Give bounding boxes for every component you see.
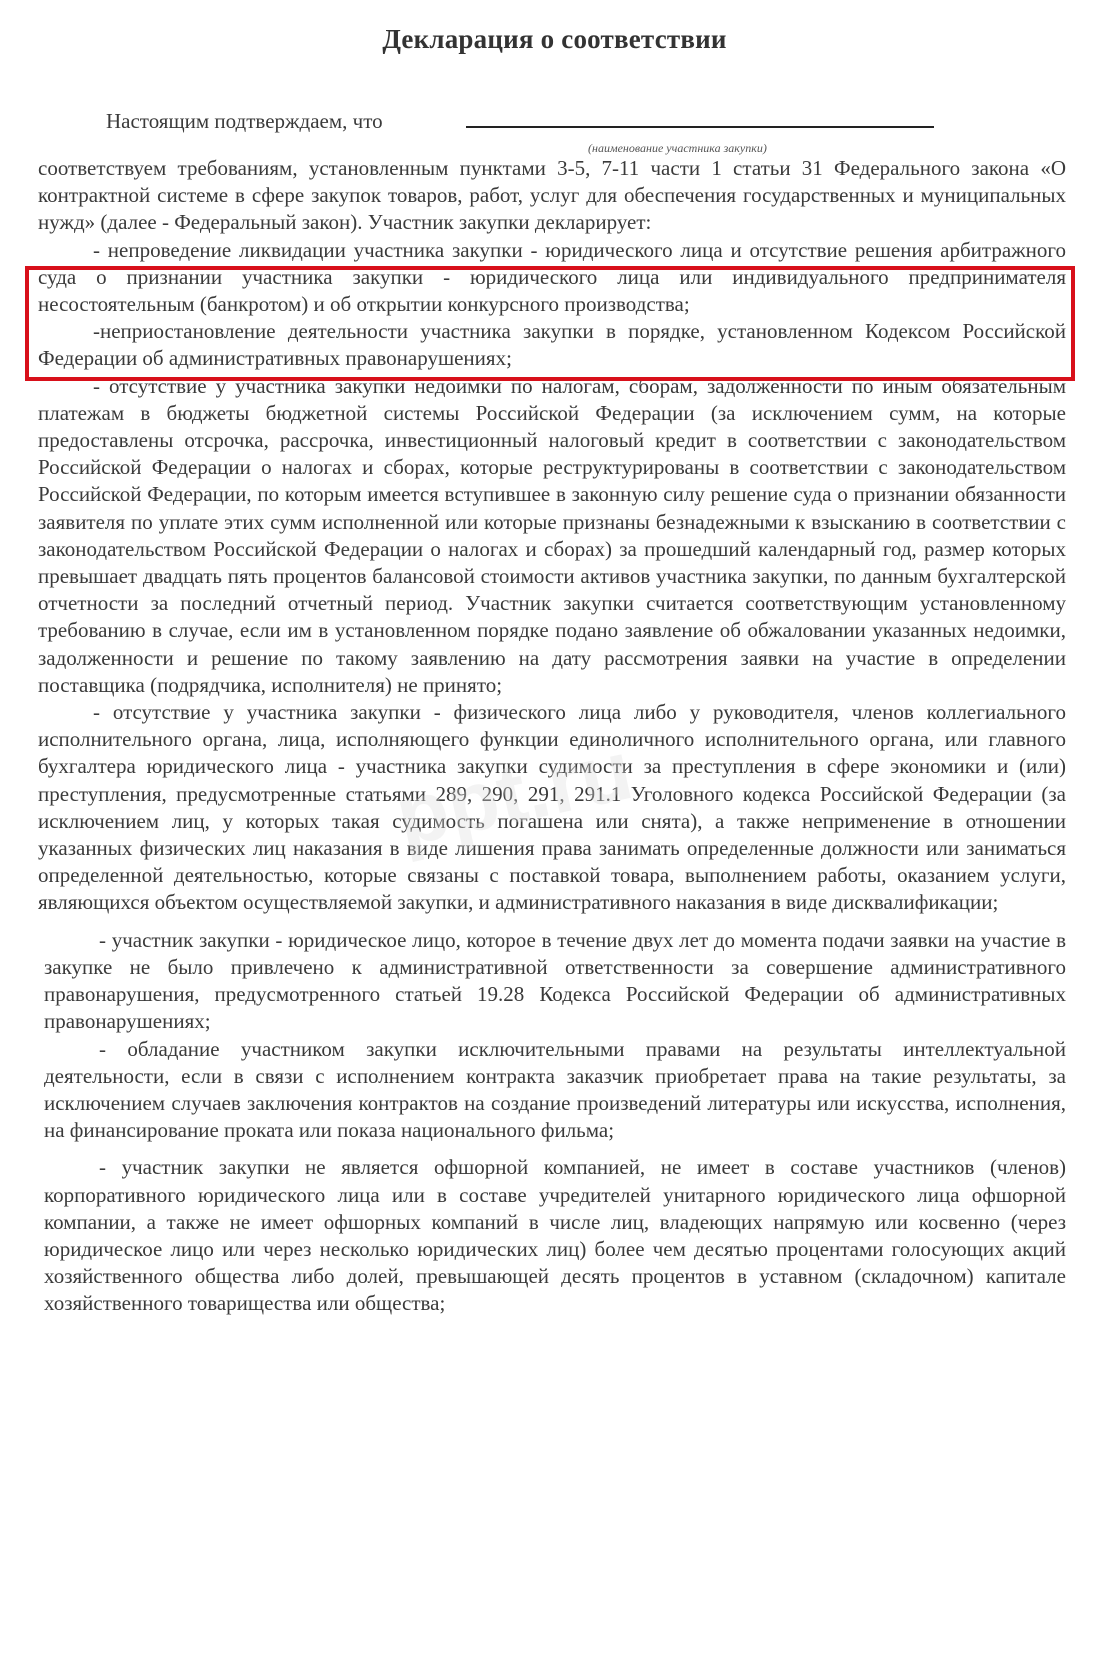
declaration-item-intellectual-property: - обладание участником закупки исключительными правами на результаты интеллектуальной деятельности, если в связи с исполнением контракта заказчик приобретает права на такие результаты, за исключением случаев заключения контрактов на создание произведений литературы или искусства, исполнения, на финансирование проката или показа национального фильма; [44,1036,1066,1143]
declaration-item-suspension: -неприостановление деятельности участника закупки в порядке, установленном Кодексом Российской Федерации об административных правонарушениях; [38,319,1066,371]
watermark: ppt.ru [387,722,641,864]
opening-paragraph: соответствуем требованиям, установленным пунктами 3-5, 7-11 части 1 статьи 31 Федерального закона «О контрактной системе в сфере закупок товаров, работ, услуг для обеспечения государственных и муниципальных нужд» (далее - Федеральный закон). Участник закупки декларирует: [38,156,1066,235]
spacer [38,917,1066,927]
intro-text: Настоящим подтверждаем, что [106,109,383,133]
participant-name-blank-line [466,126,934,128]
declaration-item-offshore: - участник закупки не является офшорной компанией, не имеет в составе участников (членов) корпоративного юридического лица или в составе учредителей унитарного юридического лица офшорной компании, а также не имеет офшорных компаний в числе лиц, владеющих напрямую или косвенно (через юридическое лицо или через несколько юридических лиц) более чем десятью процентами голосующих акций хозяйственного общества либо долей, превышающей десять процентов в уставном (складочном) капитале хозяйственного товарищества или общества; [44,1155,1066,1316]
document-title: Декларация о соответствии [382,24,727,54]
declaration-item-admin-liability: - участник закупки - юридическое лицо, которое в течение двух лет до момента подачи заявки на участие в закупке не было привлечено к административной ответственности за совершение административного правонарушения, предусмотренного статьей 19.28 Кодекса Российской Федерации об административных правонарушениях; [44,927,1066,1034]
declaration-item-liquidation: - непроведение ликвидации участника закупки - юридического лица и отсутствие решения арбитражного суда о признании участника закупки - юридического лица или индивидуального предпринимателя несостоятельным (банкротом) и об открытии конкурсного производства; [38,237,1066,317]
spacer [38,1144,1066,1154]
declaration-item-criminal-record: - отсутствие у участника закупки - физического лица либо у руководителя, членов коллегиального исполнительного органа, лица, исполняющего функции единоличного исполнительного органа, или главного бухгалтера юридического лица - участника закупки судимости за преступления в сфере экономики и (или) преступления, предусмотренные статьями 289, 290, 291, 291.1 Уголовного кодекса Российской Федерации (за исключением лиц, у которых такая судимость погашена или снята), а также неприменение в отношении указанных физических лиц наказания в виде лишения права занимать определенные должности или заниматься определенной деятельностью, которые связаны с поставкой товара, выполнением работы, оказанием услуги, являющихся объектом осуществляемой закупки, и административного наказания в виде дисквалификации; [38,700,1066,915]
blank-caption: (наименование участника закупки) [588,141,767,155]
document-body [38,155,1066,1318]
declaration-item-tax-arrears: - отсутствие у участника закупки недоимки по налогам, сборам, задолженности по иным обязательным платежам в бюджеты бюджетной системы Российской Федерации (за исключением сумм, на которые предоставлены отсрочка, рассрочка, инвестиционный налоговый кредит в соответствии с законодательством Российской Федерации о налогах и сборах, которые реструктурированы в соответствии с законодательством Российской Федерации, по которым имеется вступившее в законную силу решение суда о признании обязанности заявителя по уплате этих сумм исполненной или которые признаны безнадежными к взысканию в соответствии с законодательством Российской Федерации о налогах и сборах) за прошедший календарный год, размер которых превышает двадцать пять процентов балансовой стоимости активов участника закупки, по данным бухгалтерской отчетности за последний отчетный период. Участник закупки считается соответствующим установленному требованию в случае, если им в установленном порядке подано заявление об обжаловании указанных недоимки, задолженности и решение по такому заявлению на дату рассмотрения заявки на участие в определении поставщика (подрядчика, исполнителя) не принято; [38,373,1066,697]
